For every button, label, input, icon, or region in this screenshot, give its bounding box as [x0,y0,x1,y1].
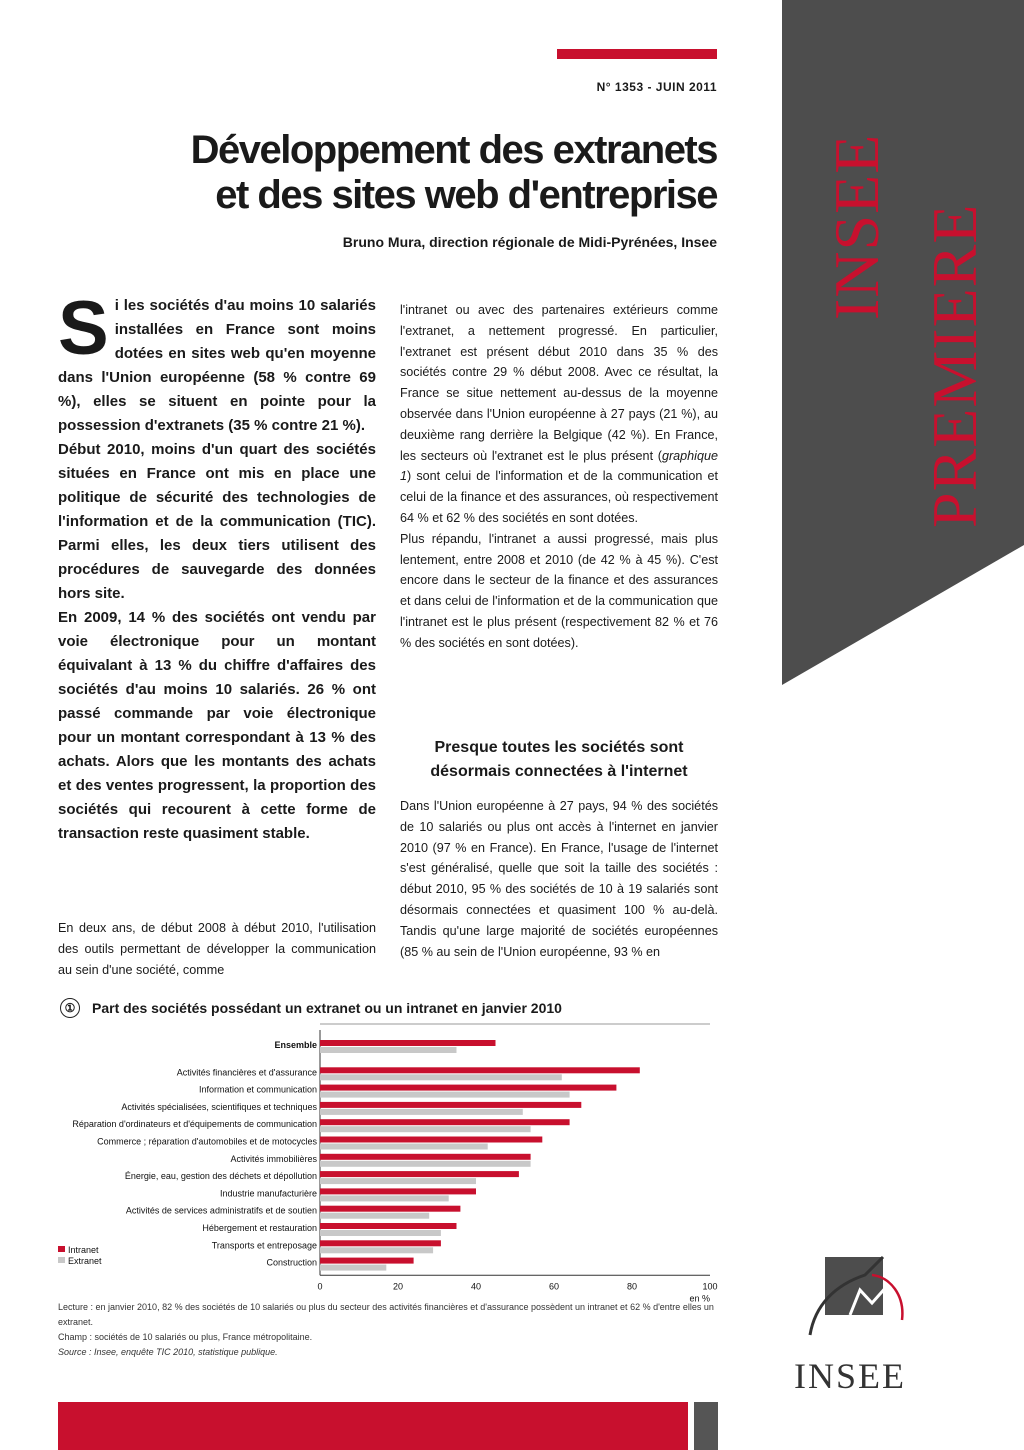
chart-number: ① [60,998,80,1018]
title-line-1: Développement des extranets [190,128,717,172]
x-tick-label: 80 [626,1281,638,1292]
x-tick-label: 100 [702,1281,718,1292]
bar-intranet [320,1102,581,1108]
category-label: Activités financières et d'assurance [176,1067,317,1078]
body-paragraph-extranet [400,300,718,529]
bar-extranet [320,1213,429,1219]
bar-intranet [320,1137,542,1143]
brand-title-insee: INSEE [821,133,892,320]
category-label: Industrie manufacturière [219,1188,317,1199]
bar-intranet [320,1067,640,1073]
body-column-right [400,300,718,654]
category-label: Information et communication [198,1084,317,1095]
figure-reference: graphique 1 [400,448,718,484]
author-line: Bruno Mura, direction régionale de Midi-Pyrénées, Insee [342,234,717,250]
chart-note-champ: Champ : sociétés de 10 salariés ou plus, France métropolitaine. [58,1332,313,1342]
category-label: Activités de services administratifs et de soutien [125,1205,317,1216]
x-tick-label: 40 [470,1281,482,1292]
bar-intranet [320,1119,570,1125]
legend-label: Intranet [68,1245,99,1255]
bar-extranet [320,1144,488,1150]
body-column-left [58,918,376,980]
bar-extranet [320,1047,457,1053]
chart-title: Part des sociétés possédant un extranet ou un intranet en janvier 2010 [92,1000,562,1016]
x-tick-label: 0 [317,1281,323,1292]
x-tick-label: 20 [392,1281,404,1292]
chart-notes [58,1300,728,1360]
body-column-right-2 [400,796,718,962]
bar-extranet [320,1195,449,1201]
text-span: l'intranet ou avec des partenaires extérieurs comme l'extranet, a nettement progressé. En particulier, l'extranet est présent début 2010 dans 35 % des sociétés contre 29 % début 2008. Avec ce résultat, la France se situe nettement au-dessus de la moyenne observée dans l'Union européenne à 27 pays (21 %), au deuxième rang derrière la Belgique (42 %). En France, les secteurs où l'extranet est le plus présent ( [400,303,718,463]
issue-number: N° 1353 - JUIN 2011 [596,80,717,94]
bar-intranet [320,1240,441,1246]
bar-extranet [320,1230,441,1236]
footer-red-bar [58,1402,688,1450]
category-label: Hébergement et restauration [202,1223,317,1233]
body-paragraph-intranet: Plus répandu, l'intranet a aussi progressé, mais plus lentement, entre 2008 et 2010 (de 42 % à 45 %). C'est encore dans le secteur de la finance et des assurances et dans celui de l'information et de la communication que l'intranet est le plus présent (respectivement 82 % et 76 % des sociétés en sont dotées). [400,531,718,650]
brand-title-premiere: PREMIERE [919,203,990,528]
x-unit-label: en % [689,1293,710,1303]
bar-intranet [320,1223,457,1229]
title-line-2: et des sites web d'entreprise [215,173,717,217]
page-title [117,128,717,218]
category-label: Activités spécialisées, scientifiques et techniques [121,1101,317,1112]
lead-column [58,286,376,846]
lead-paragraph-2: Début 2010, moins d'un quart des sociétés situées en France ont mis en place une politique de sécurité des technologies de l'information et de la communication (TIC). Parmi elles, les deux tiers utilisent des procédures de sauvegarde des données hors site. [58,441,376,602]
legend-swatch [58,1257,65,1263]
legend-swatch [58,1246,65,1252]
lead-paragraph-3: En 2009, 14 % des sociétés ont vendu par voie électronique pour un montant équivalant à 13 % du chiffre d'affaires des sociétés d'au moins 10 salariés. 26 % ont passé commande par voie électronique pour un montant correspondant à 13 % des achats. Alors que les montants des achats et des ventes progressent, la proportion des sociétés qui recourent à cette forme de transaction reste quasiment stable. [58,609,376,842]
bar-intranet [320,1258,414,1264]
bar-intranet [320,1188,476,1194]
bar-chart [0,1018,730,1303]
bar-extranet [320,1126,531,1132]
category-label: Réparation d'ordinateurs et d'équipements de communication [72,1119,317,1130]
section-heading: Presque toutes les sociétés sont désormais connectées à l'internet [430,739,688,780]
bar-extranet [320,1161,531,1167]
insee-logo-word: INSEE [794,1356,906,1396]
text-span: ) sont celui de l'information et de la communication et celui de la finance et des assurances, où respectivement 64 % et 62 % des sociétés en sont dotées. [400,469,718,525]
bar-intranet [320,1085,616,1091]
category-label: Activités immobilières [230,1153,317,1164]
chart-note-lecture: Lecture : en janvier 2010, 82 % des sociétés de 10 salariés ou plus du secteur des activités financières et d'assurance possèdent un intranet et 62 % d'entre elles un extranet. [58,1302,714,1327]
footer-grey-block [694,1402,718,1450]
drop-cap: S [58,286,109,371]
bar-extranet [320,1074,562,1080]
body-paragraph-internet: Dans l'Union européenne à 27 pays, 94 % des sociétés de 10 salariés ou plus ont accès à l'internet en janvier 2010 (97 % en France). En France, l'usage de l'internet s'est généralisé, quelle que soit la taille des sociétés : début 2010, 95 % des sociétés de 10 à 19 salariés sont désormais connectées et quasiment 100 % au-delà. Tandis qu'une large majorité de sociétés européennes (85 % au sein de l'Union européenne, 93 % en [400,799,718,959]
legend-label: Extranet [68,1256,102,1266]
category-label: Commerce ; réparation d'automobiles et de motocycles [97,1136,317,1147]
bar-intranet [320,1154,531,1160]
bar-extranet [320,1109,523,1115]
bar-intranet [320,1206,460,1212]
header-accent-bar [557,49,717,59]
category-label: Énergie, eau, gestion des déchets et dépollution [124,1171,317,1182]
body-paragraph-left: En deux ans, de début 2008 à début 2010, l'utilisation des outils permettant de développer la communication au sein d'une société, comme [58,921,376,977]
bar-intranet [320,1171,519,1177]
bar-extranet [320,1247,433,1253]
bar-extranet [320,1092,570,1098]
category-label: Transports et entreposage [211,1240,317,1251]
bar-extranet [320,1178,476,1184]
chart-note-source: Source : Insee, enquête TIC 2010, statistique publique. [58,1347,278,1357]
lead-paragraph-1: i les sociétés d'au moins 10 salariés installées en France sont moins dotées en sites web qu'en moyenne dans l'Union européenne (58 % contre 69 %), elles se situent en pointe pour la possession d'extranets (35 % contre 21 %). [58,297,376,434]
bar-extranet [320,1265,386,1271]
x-tick-label: 60 [548,1281,560,1292]
category-label: Construction [266,1257,317,1268]
insee-logo-icon [780,1255,930,1355]
bar-intranet [320,1040,496,1046]
category-label: Ensemble [274,1040,317,1050]
chart-canvas [0,1018,730,1303]
